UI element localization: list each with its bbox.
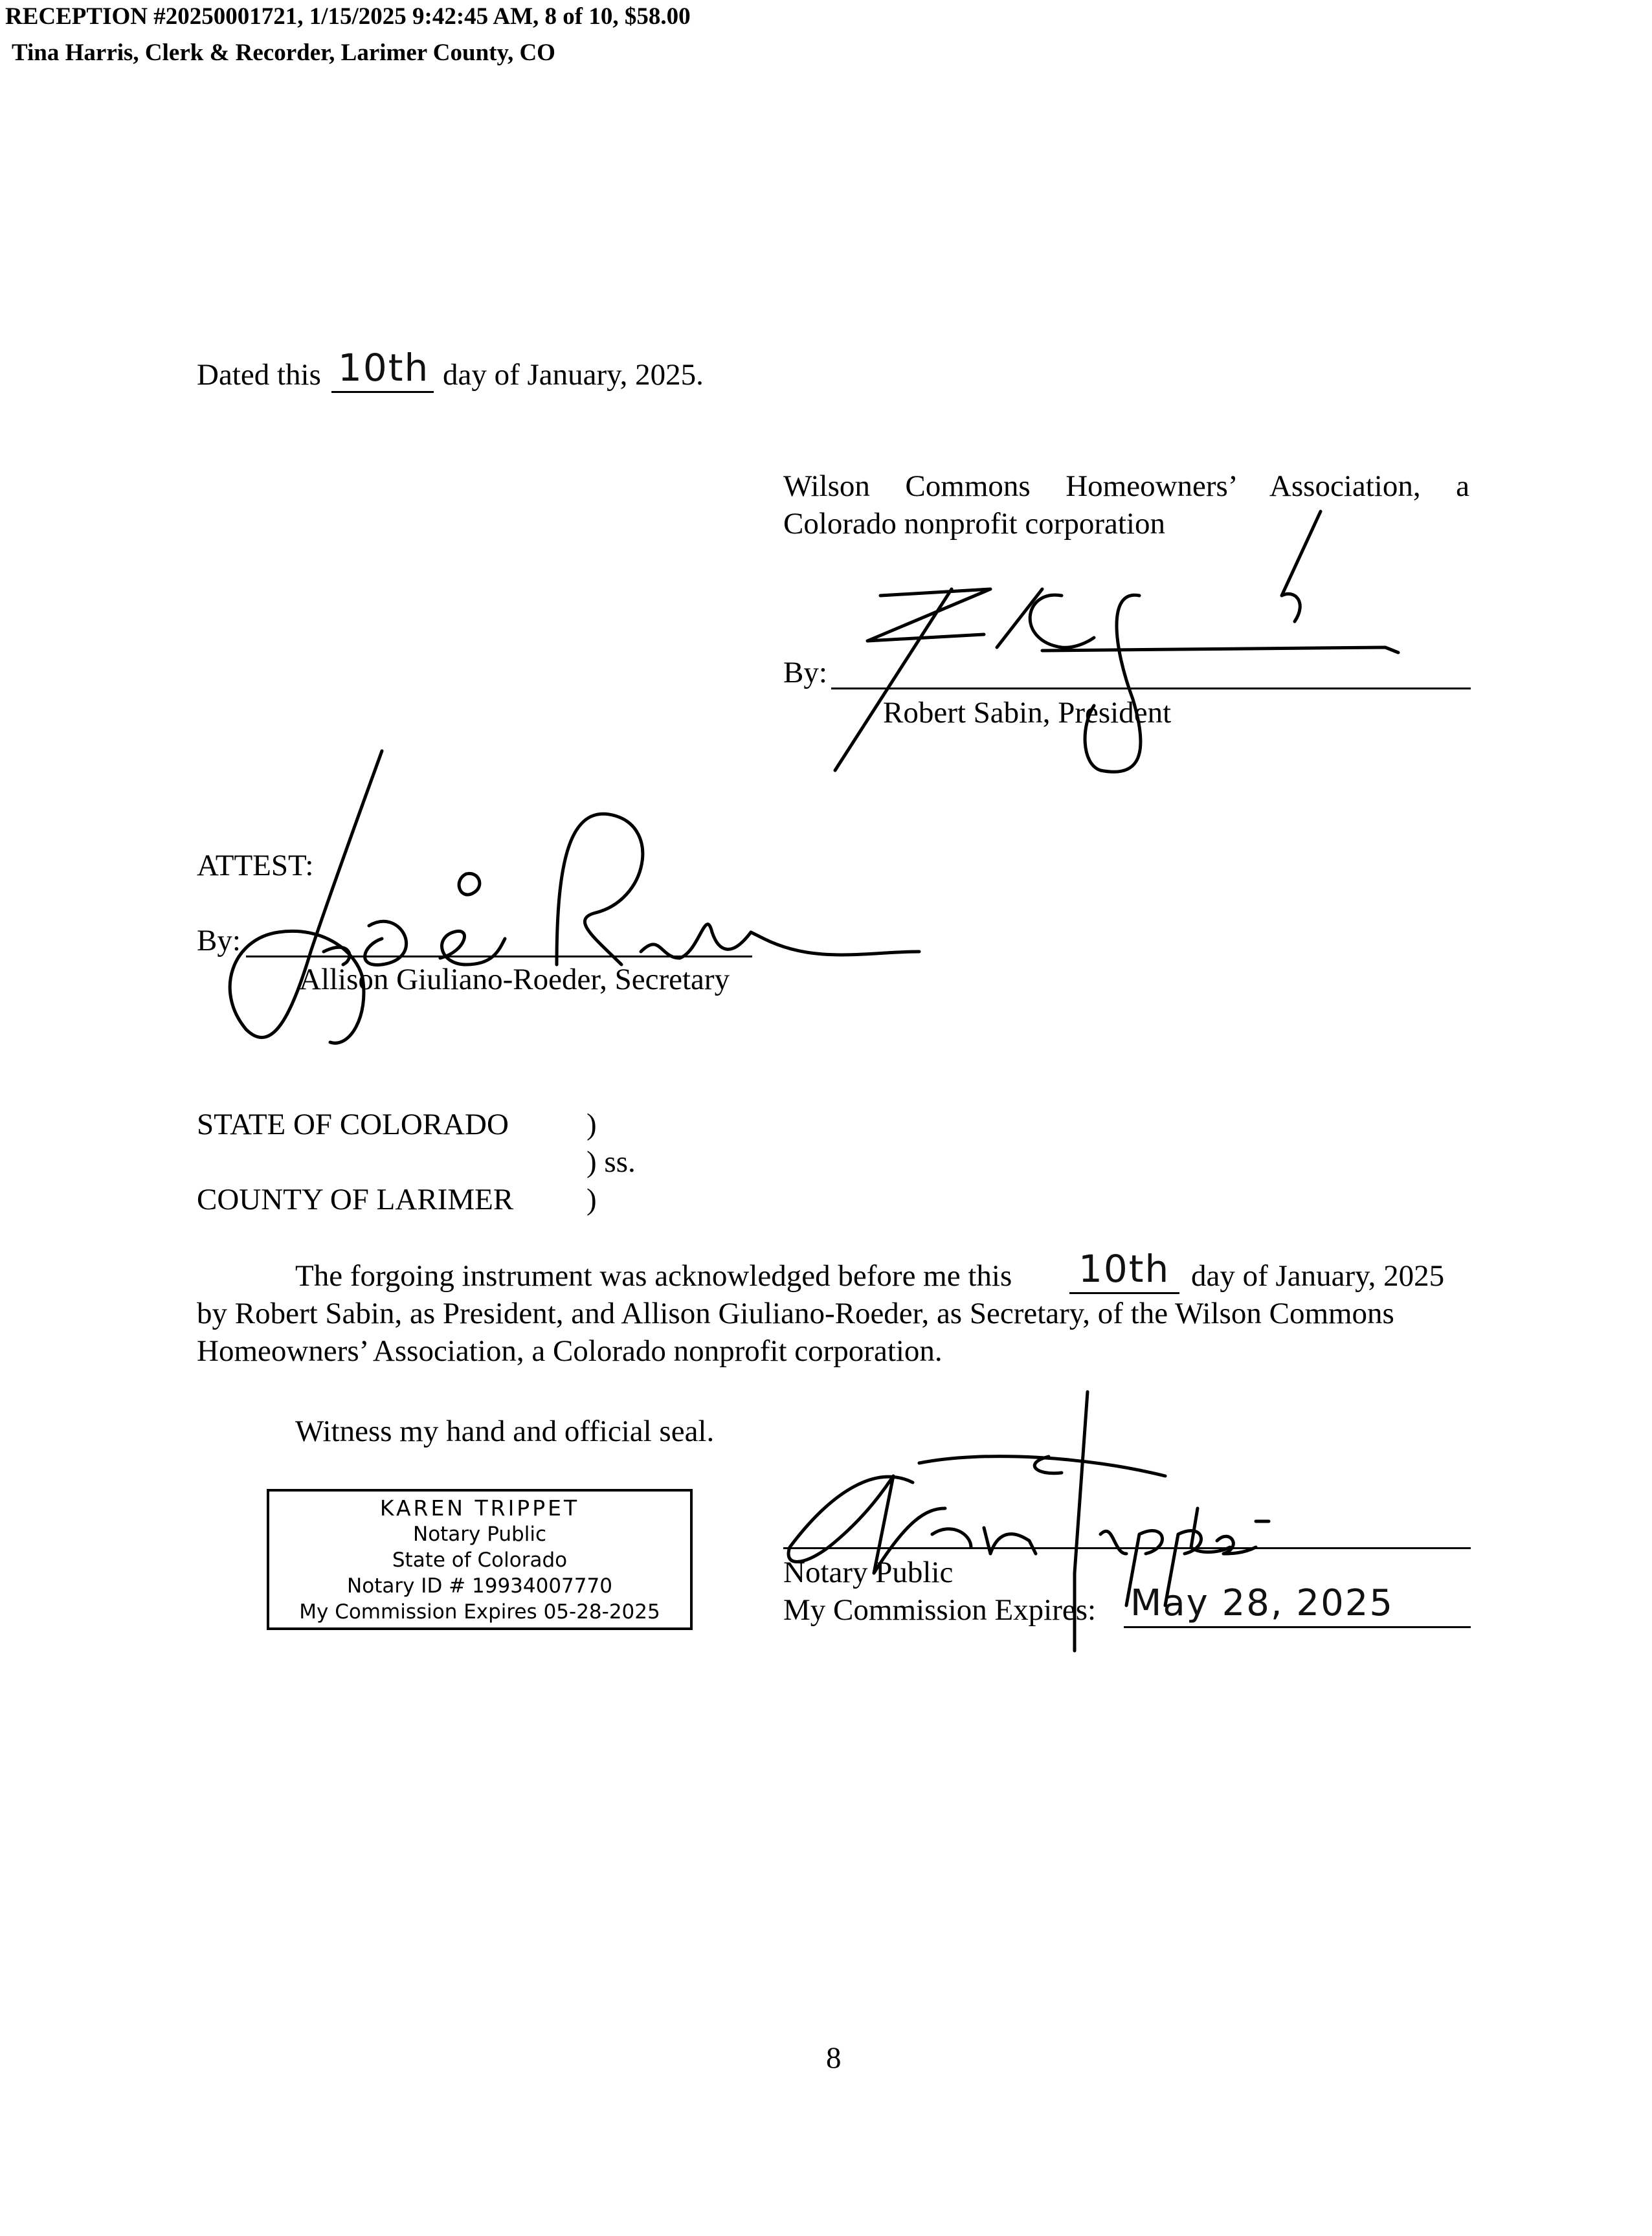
- president-signer-name: Robert Sabin, President: [883, 696, 1172, 730]
- association-name-line1: Wilson Commons Homeowners’ Association, a: [783, 469, 1469, 503]
- ack-line2: by Robert Sabin, as President, and Allison Giuliano-Roeder, as Secretary, of the Wilson Commons: [197, 1297, 1394, 1330]
- page-number: 8: [826, 2041, 842, 2075]
- dated-day-handwritten: 10th: [338, 346, 430, 390]
- association-name-line2: Colorado nonprofit corporation: [783, 507, 1165, 541]
- dated-suffix: day of January, 2025.: [443, 358, 704, 392]
- seal-title: Notary Public: [413, 1523, 546, 1546]
- notary-seal-stamp: [267, 1489, 693, 1630]
- venue-paren-1: ): [586, 1108, 597, 1141]
- witness-text: Witness my hand and official seal.: [295, 1414, 715, 1448]
- venue-state: STATE OF COLORADO: [197, 1108, 509, 1141]
- recording-header-line1: RECEPTION #20250001721, 1/15/2025 9:42:45 AM, 8 of 10, $58.00: [5, 3, 691, 30]
- seal-expires: My Commission Expires 05-28-2025: [299, 1600, 660, 1624]
- ack-line3: Homeowners’ Association, a Colorado nonprofit corporation.: [197, 1334, 943, 1368]
- ack-day-handwritten: 10th: [1078, 1247, 1170, 1291]
- secretary-signer-name: Allison Giuliano-Roeder, Secretary: [299, 963, 730, 996]
- ack-line1-prefix: The forgoing instrument was acknowledged before me this: [295, 1259, 1012, 1293]
- seal-name: KAREN TRIPPET: [379, 1495, 580, 1521]
- seal-notary-id: Notary ID # 19934007770: [347, 1574, 612, 1598]
- venue-ss: ) ss.: [586, 1145, 636, 1179]
- notary-commission-date-handwritten: May 28, 2025: [1130, 1582, 1394, 1624]
- dated-prefix: Dated this: [197, 358, 321, 392]
- association-by-label: By:: [783, 656, 827, 689]
- venue-county: COUNTY OF LARIMER: [197, 1183, 514, 1216]
- venue-paren-2: ): [586, 1183, 597, 1216]
- notary-commission-label: My Commission Expires:: [783, 1593, 1097, 1627]
- attest-by-label: By:: [197, 924, 241, 957]
- secretary-signature: [194, 744, 932, 1055]
- notary-title: Notary Public: [783, 1556, 954, 1589]
- dated-day-line: [331, 391, 434, 393]
- seal-state: State of Colorado: [392, 1548, 568, 1572]
- attest-label: ATTEST:: [197, 849, 314, 882]
- notary-signature: [777, 1392, 1269, 1664]
- ack-day-line: [1069, 1292, 1179, 1294]
- ack-line1-suffix: day of January, 2025: [1191, 1259, 1445, 1293]
- recording-header-line2: Tina Harris, Clerk & Recorder, Larimer County, CO: [12, 39, 555, 66]
